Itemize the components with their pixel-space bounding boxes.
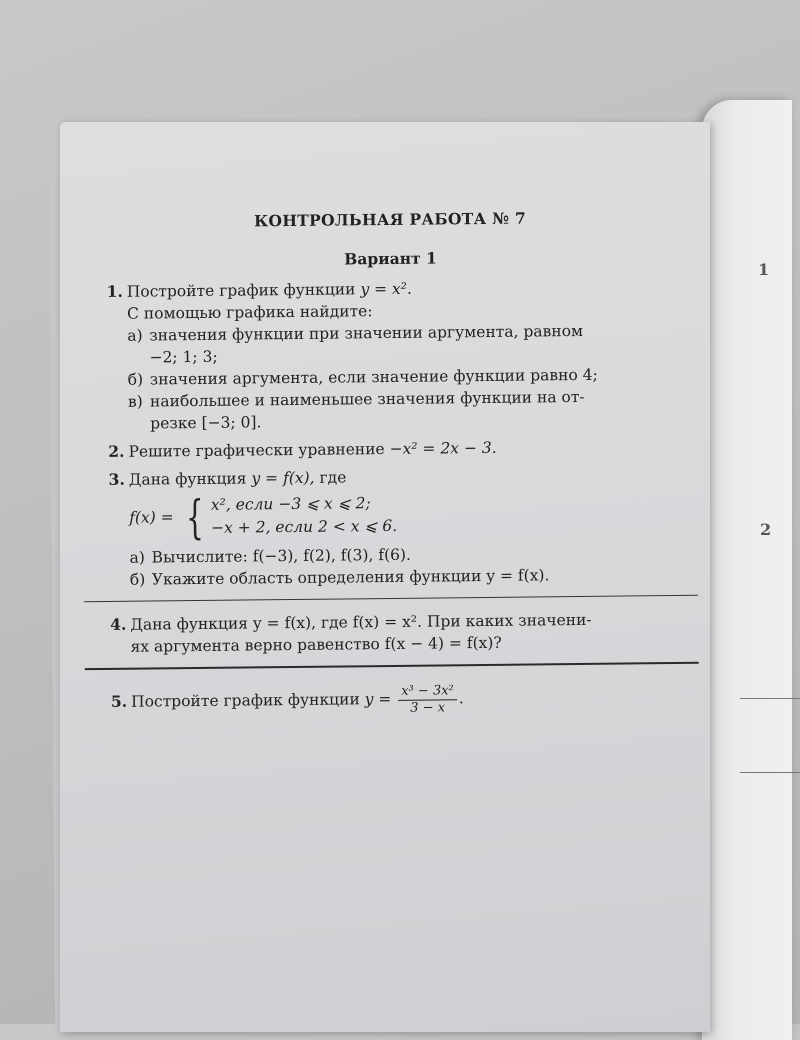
fraction-denominator: 3 − x (410, 699, 446, 716)
piecewise-case: x², если −3 ⩽ x ⩽ 2; (210, 494, 371, 514)
task-number: 4. (110, 614, 127, 634)
task-tail: . (458, 689, 464, 708)
piecewise-lhs: f(x) = (129, 508, 174, 527)
subtask-line: значения функции при значении аргумента, равном (149, 321, 584, 345)
task-number: 2. (108, 441, 125, 461)
subtask-b (130, 563, 684, 591)
adjacent-page-rule (740, 698, 800, 699)
task-1 (101, 275, 683, 435)
adjacent-page-mark: 1 (758, 260, 770, 279)
subtask-line: Укажите область определения функции y = f(x). (151, 566, 550, 589)
section-divider (84, 595, 698, 602)
task-expression: −x² = 2x − 3. (389, 438, 497, 458)
section-divider (85, 662, 699, 670)
page-title: КОНТРОЛЬНАЯ РАБОТА № 7 (254, 208, 527, 231)
variant-heading: Вариант 1 (344, 248, 437, 269)
task-text-after: где (319, 468, 347, 487)
subtask-line: −2; 1; 3; (149, 347, 218, 367)
task-text: Постройте график функции (126, 280, 356, 301)
adjacent-page-mark: 2 (760, 520, 772, 539)
task-3 (103, 463, 684, 591)
subtask-line: резке [−3; 0]. (150, 413, 262, 433)
subtask-line: наибольшее и наименьшее значения функции на от- (149, 387, 585, 411)
task-number: 1. (106, 281, 123, 301)
task-5 (105, 676, 685, 722)
task-number: 3. (108, 469, 125, 489)
task-line: ях аргумента верно равенство f(x − 4) = f(x)? (130, 633, 502, 656)
subtask-label: б) (127, 370, 144, 389)
worksheet-content (100, 206, 685, 727)
task-expression: y = f(x), (251, 468, 315, 488)
curly-brace-icon: { (185, 489, 204, 545)
subtask-label: а) (127, 326, 143, 345)
task-2 (102, 435, 682, 463)
task-expression-lhs: y = (364, 689, 392, 709)
task-number: 5. (110, 691, 128, 711)
fraction (398, 683, 457, 717)
task-text: Дана функция (128, 469, 247, 489)
task-intro: С помощью графика найдите: (126, 302, 373, 323)
task-text: Постройте график функции (131, 690, 360, 711)
subtask-label: а) (129, 548, 146, 567)
subtask-a (127, 319, 681, 369)
task-expression: y = x². (360, 279, 412, 299)
piecewise-case: −x + 2, если 2 < x ⩽ 6. (211, 516, 398, 537)
subtask-line: значения аргумента, если значение функции равно 4; (149, 365, 598, 389)
adjacent-page (702, 100, 792, 1040)
subtask-label: в) (127, 392, 143, 411)
subtask-line: Вычислите: f(−3), f(2), f(3), f(6). (151, 545, 412, 567)
adjacent-page-rule (740, 772, 800, 773)
subtask-label: б) (129, 570, 146, 589)
subtask-c (128, 385, 682, 435)
task-4 (104, 608, 684, 658)
piecewise-definition (129, 489, 683, 545)
task-line: Дана функция y = f(x), где f(x) = x². При каких значени- (130, 610, 592, 634)
fraction-numerator: x³ − 3x² (398, 683, 457, 701)
task-text: Решите графически уравнение (128, 440, 385, 461)
